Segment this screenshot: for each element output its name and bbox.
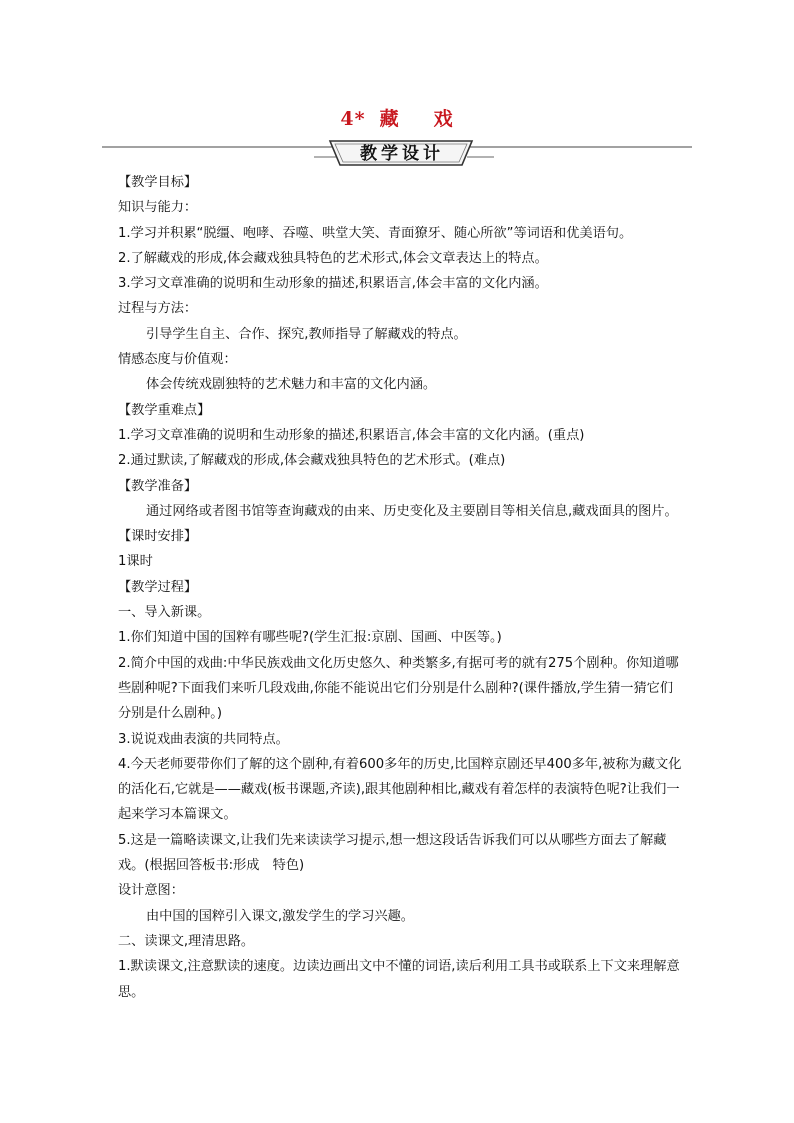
step-item: 2.简介中国的戏曲:中华民族戏曲文化历史悠久、种类繁多,有据可考的就有275个剧种。你知道哪些剧种呢?下面我们来听几段戏曲,你能不能说出它们分别是什么剧种?(课件播放,学生猜一猜它们分别是什么剧种。) bbox=[118, 655, 679, 722]
objective-item: 2.了解藏戏的形成,体会藏戏独具特色的艺术形式,体会文章表达上的特点。 bbox=[118, 250, 548, 266]
step-item: 1.你们知道中国的国粹有哪些呢?(学生汇报:京剧、国画、中医等。) bbox=[118, 630, 502, 646]
paragraph: 通过网络或者图书馆等查询藏戏的由来、历史变化及主要剧目等相关信息,藏戏面具的图片。 bbox=[146, 503, 678, 519]
subheading-process: 过程与方法： bbox=[118, 301, 198, 317]
section-heading-schedule: 【课时安排】 bbox=[118, 529, 198, 545]
title-char-1: 藏 bbox=[379, 108, 400, 130]
section-heading-process: 【教学过程】 bbox=[118, 579, 198, 595]
section-heading-key-points: 【教学重难点】 bbox=[118, 402, 211, 418]
paragraph: 由中国的国粹引入课文,激发学生的学习兴趣。 bbox=[146, 908, 414, 924]
step-item: 3.说说戏曲表演的共同特点。 bbox=[118, 731, 289, 747]
step-item: 4.今天老师要带你们了解的这个剧种,有着600多年的历史,比国粹京剧还早400多年,被称为藏文化的活化石,它就是——藏戏(板书课题,齐读),跟其他剧种相比,藏戏有着怎样的表演特色呢?让我们一起来学习本篇课文。 bbox=[118, 756, 682, 823]
lesson-number: 4* bbox=[340, 108, 366, 130]
section-banner bbox=[102, 138, 692, 168]
subheading-design-intent: 设计意图： bbox=[118, 883, 184, 899]
step-heading: 一、导入新课。 bbox=[118, 605, 211, 621]
title-char-2: 戏 bbox=[433, 108, 454, 130]
paragraph: 引导学生自主、合作、探究,教师指导了解藏戏的特点。 bbox=[146, 326, 467, 342]
banner-text: 教学设计 bbox=[360, 144, 444, 164]
key-point-item: 1.学习文章准确的说明和生动形象的描述,积累语言,体会丰富的文化内涵。(重点) bbox=[118, 427, 585, 443]
section-heading-objectives: 【教学目标】 bbox=[118, 175, 198, 190]
page-title bbox=[0, 104, 794, 131]
subheading-knowledge: 知识与能力： bbox=[118, 200, 198, 216]
subheading-emotion: 情感态度与价值观： bbox=[118, 352, 237, 368]
objective-item: 3.学习文章准确的说明和生动形象的描述,积累语言,体会丰富的文化内涵。 bbox=[118, 276, 548, 292]
lesson-plan-body bbox=[118, 170, 684, 1005]
paragraph: 1课时 bbox=[118, 554, 153, 570]
paragraph: 体会传统戏剧独特的艺术魅力和丰富的文化内涵。 bbox=[146, 377, 437, 393]
key-point-item: 2.通过默读,了解藏戏的形成,体会藏戏独具特色的艺术形式。(难点) bbox=[118, 453, 506, 469]
step-item: 1.默读课文,注意默读的速度。边读边画出文中不懂的词语,读后利用工具书或联系上下文来理解意思。 bbox=[118, 959, 680, 1000]
step-heading: 二、读课文,理清思路。 bbox=[118, 933, 255, 949]
section-heading-preparation: 【教学准备】 bbox=[118, 478, 198, 494]
step-item: 5.这是一篇略读课文,让我们先来读读学习提示,想一想这段话告诉我们可以从哪些方面去了解藏戏。(根据回答板书:形成 特色) bbox=[118, 832, 667, 874]
objective-item: 1.学习并积累“脱缰、咆哮、吞噬、哄堂大笑、青面獠牙、随心所欲”等词语和优美语句。 bbox=[118, 225, 633, 241]
